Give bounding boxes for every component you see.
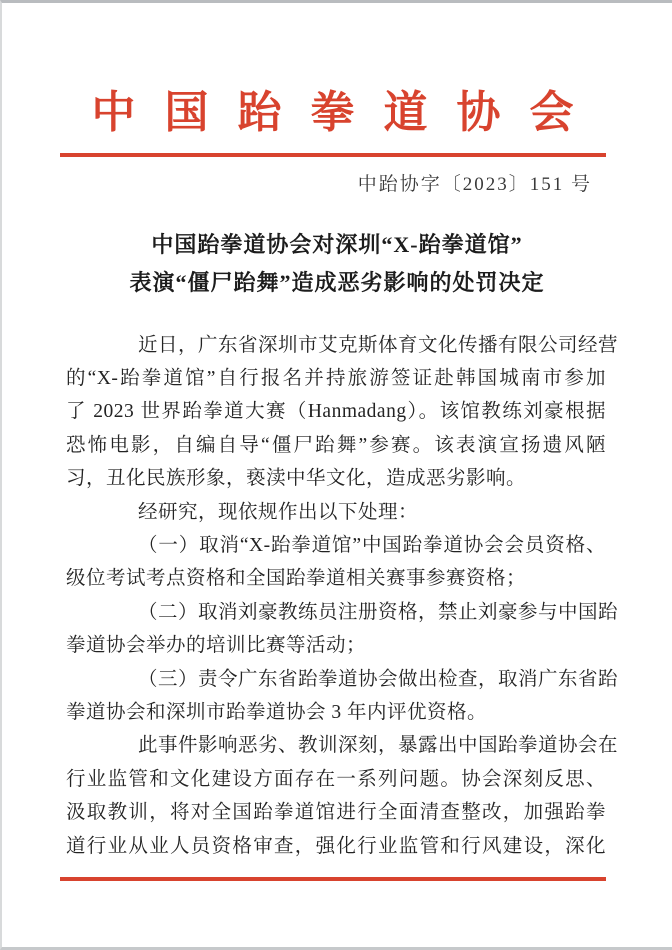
body-line: 级位考试考点资格和全国跆拳道相关赛事参赛资格； xyxy=(66,568,527,590)
body-line: 的“X-跆拳道馆”自行报名并持旅游签证赴韩国城南市参加 xyxy=(66,368,606,389)
body-line: 近日，广东省深圳市艾克斯体育文化传播有限公司经营 xyxy=(138,334,619,356)
footer-divider-rule xyxy=(60,877,606,881)
body-line: 此事件影响恶劣、教训深刻，暴露出中国跆拳道协会在 xyxy=(138,735,619,757)
footer-divider-wrap xyxy=(2,877,672,881)
letterhead-divider-rule xyxy=(60,153,606,157)
body-line: 习，丑化民族形象，亵渎中华文化，造成恶劣影响。 xyxy=(66,468,527,490)
body-line: 经研究，现依规作出以下处理： xyxy=(138,501,419,523)
body-line: 拳道协会举办的培训比赛等活动； xyxy=(66,635,367,657)
body-line: 拳道协会和深圳市跆拳道协会 3 年内评优资格。 xyxy=(66,702,488,724)
document-title xyxy=(2,226,672,302)
body-line: （三）责令广东省跆拳道协会做出检查，取消广东省跆 xyxy=(138,668,619,690)
body-line: 行业监管和文化建设方面存在一系列问题。协会深刻反思、 xyxy=(66,768,606,790)
document-title-line1: 中国跆拳道协会对深圳“X-跆拳道馆” xyxy=(151,231,523,257)
body-line: 了 2023 世界跆拳道大赛（Hanmadang）。该馆教练刘豪根据 xyxy=(66,401,606,423)
document-title-line2: 表演“僵尸跆舞”造成恶劣影响的处罚决定 xyxy=(129,269,545,295)
body-line: （一）取消“X-跆拳道馆”中国跆拳道协会会员资格、 xyxy=(138,535,606,557)
body-line: 恐怖电影，自编自导“僵尸跆舞”参赛。该表演宣扬遗风陋 xyxy=(66,434,606,456)
document-body xyxy=(2,329,672,864)
body-line: （二）取消刘豪教练员注册资格，禁止刘豪参与中国跆 xyxy=(138,601,619,623)
body-line: 汲取教训，将对全国跆拳道馆进行全面清查整改，加强跆拳 xyxy=(66,802,606,824)
body-line: 道行业从业人员资格审查，强化行业监管和行风建设，深化 xyxy=(66,835,606,857)
document-number: 中跆协字〔2023〕151 号 xyxy=(357,173,592,195)
letterhead-org-name: 中 国 跆 拳 道 协 会 xyxy=(91,88,583,137)
